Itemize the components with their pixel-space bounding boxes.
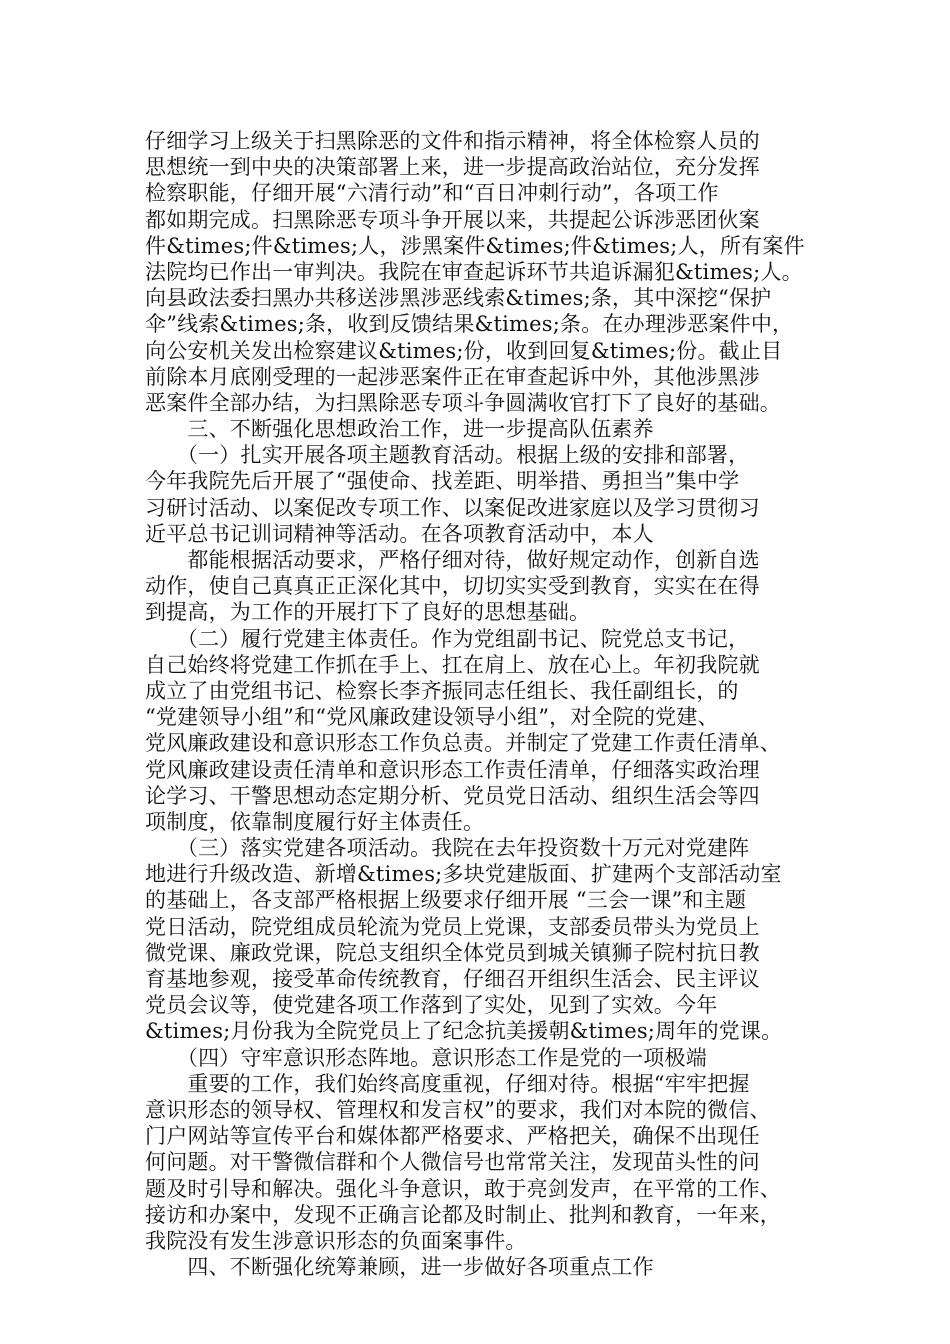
text-line: “党建领导小组”和“党风廉政建设领导小组”，对全院的党建、 — [145, 705, 719, 730]
text-line: 微党课、廉政党课，院总支组织全体党员到城关镇狮子院村抗日教 — [145, 940, 760, 965]
text-line: 习研讨活动、以案促改专项工作、以案促改进家庭以及学习贯彻习 — [145, 495, 760, 520]
text-line: 三、不断强化思想政治工作，进一步提高队伍素养 — [145, 417, 654, 442]
text-line: 前除本月底刚受理的一起涉恶案件正在审查起诉中外，其他涉黑涉 — [145, 364, 760, 389]
text-line: 接访和办案中，发现不正确言论都及时制止、批判和教育，一年来， — [145, 1202, 781, 1227]
text-line: 思想统一到中央的决策部署上来，进一步提高政治站位，充分发挥 — [145, 155, 760, 180]
text-line: （三）落实党建各项活动。我院在去年投资数十万元对党建阵 — [145, 836, 750, 861]
text-line: 论学习、干警思想动态定期分析、党员党日活动、组织生活会等四 — [145, 783, 760, 808]
text-line: 何问题。对干警微信群和个人微信号也常常关注，发现苗头性的问 — [145, 1150, 760, 1175]
text-line: 到提高，为工作的开展打下了良好的思想基础。 — [145, 600, 591, 625]
text-line: 都如期完成。扫黑除恶专项斗争开展以来，共提起公诉涉恶团伙案 — [145, 207, 760, 232]
text-line: 党风廉政建设责任清单和意识形态工作责任清单，仔细落实政治理 — [145, 757, 760, 782]
text-line: （一）扎实开展各项主题教育活动。根据上级的安排和部署， — [145, 443, 750, 468]
text-line: 恶案件全部办结，为扫黑除恶专项斗争圆满收官打下了良好的基础。 — [145, 390, 781, 415]
text-line: 的基础上，各支部严格根据上级要求仔细开展 “三会一课”和主题 — [145, 888, 747, 913]
text-line: 党风廉政建设和意识形态工作负总责。并制定了党建工作责任清单、 — [145, 731, 781, 756]
text-line: 都能根据活动要求，严格仔细对待，做好规定动作，创新自选 — [145, 548, 760, 572]
text-line: 今年我院先后开展了“强使命、找差距、明举措、勇担当”集中学 — [145, 469, 740, 494]
text-line: 地进行升级改造、新增&times;多块党建版面、扩建两个支部活动室 — [145, 862, 782, 887]
text-line: 题及时引导和解决。强化斗争意识，敢于亮剑发声，在平常的工作、 — [145, 1176, 781, 1201]
text-line: 四、不断强化统筹兼顾，进一步做好各项重点工作 — [145, 1255, 654, 1280]
text-line: 自己始终将党建工作抓在手上、扛在肩上、放在心上。年初我院就 — [145, 652, 760, 677]
text-line: 法院均已作出一审判决。我院在审查起诉环节共追诉漏犯&times;人。 — [145, 259, 803, 284]
text-line: 意识形态的领导权、管理权和发言权”的要求，我们对本院的微信、 — [145, 1097, 771, 1122]
text-line: 重要的工作，我们始终高度重视，仔细对待。根据“牢牢把握 — [145, 1071, 750, 1096]
text-line: 向县政法委扫黑办共移送涉黑涉恶线索&times;条，其中深挖“保护 — [145, 286, 772, 311]
text-line: 育基地参观，接受革命传统教育，仔细召开组织生活会、民主评议 — [145, 967, 760, 991]
document-body — [145, 128, 825, 1280]
text-line: 项制度，依靠制度履行好主体责任。 — [145, 809, 485, 834]
text-line: 检察职能，仔细开展“六清行动”和“百日冲刺行动”，各项工作 — [145, 181, 719, 206]
text-line: 党日活动，院党组成员轮流为党员上党课，支部委员带头为党员上 — [145, 914, 760, 939]
text-line: 成立了由党组书记、检察长李齐振同志任组长、我任副组长，的 — [145, 678, 739, 703]
text-line: 伞”线索&times;条，收到反馈结果&times;条。在办理涉恶案件中， — [145, 312, 794, 337]
text-line: 门户网站等宣传平台和媒体都严格要求、严格把关，确保不出现任 — [145, 1124, 760, 1149]
text-line: &times;月份我为全院党员上了纪念抗美援朝&times;周年的党课。 — [145, 1019, 783, 1044]
text-line: （四）守牢意识形态阵地。意识形态工作是党的一项极端 — [145, 1045, 707, 1070]
text-line: （二）履行党建主体责任。作为党组副书记、院党总支书记， — [145, 626, 750, 651]
text-line: 党员会议等，使党建各项工作落到了实处，见到了实效。今年 — [145, 993, 718, 1018]
text-line: 件&times;件&times;人，涉黑案件&times;件&times;人，所有案件 — [145, 233, 805, 258]
text-line: 向公安机关发出检察建议&times;份，收到回复&times;份。截止目 — [145, 338, 783, 363]
text-line: 仔细学习上级关于扫黑除恶的文件和指示精神，将全体检察人员的 — [145, 129, 760, 153]
text-line: 近平总书记训词精神等活动。在各项教育活动中，本人 — [145, 521, 654, 546]
text-line: 动作，使自己真真正正深化其中，切切实实受到教育，实实在在得 — [145, 574, 760, 599]
text-line: 我院没有发生涉意识形态的负面案事件。 — [145, 1228, 527, 1253]
